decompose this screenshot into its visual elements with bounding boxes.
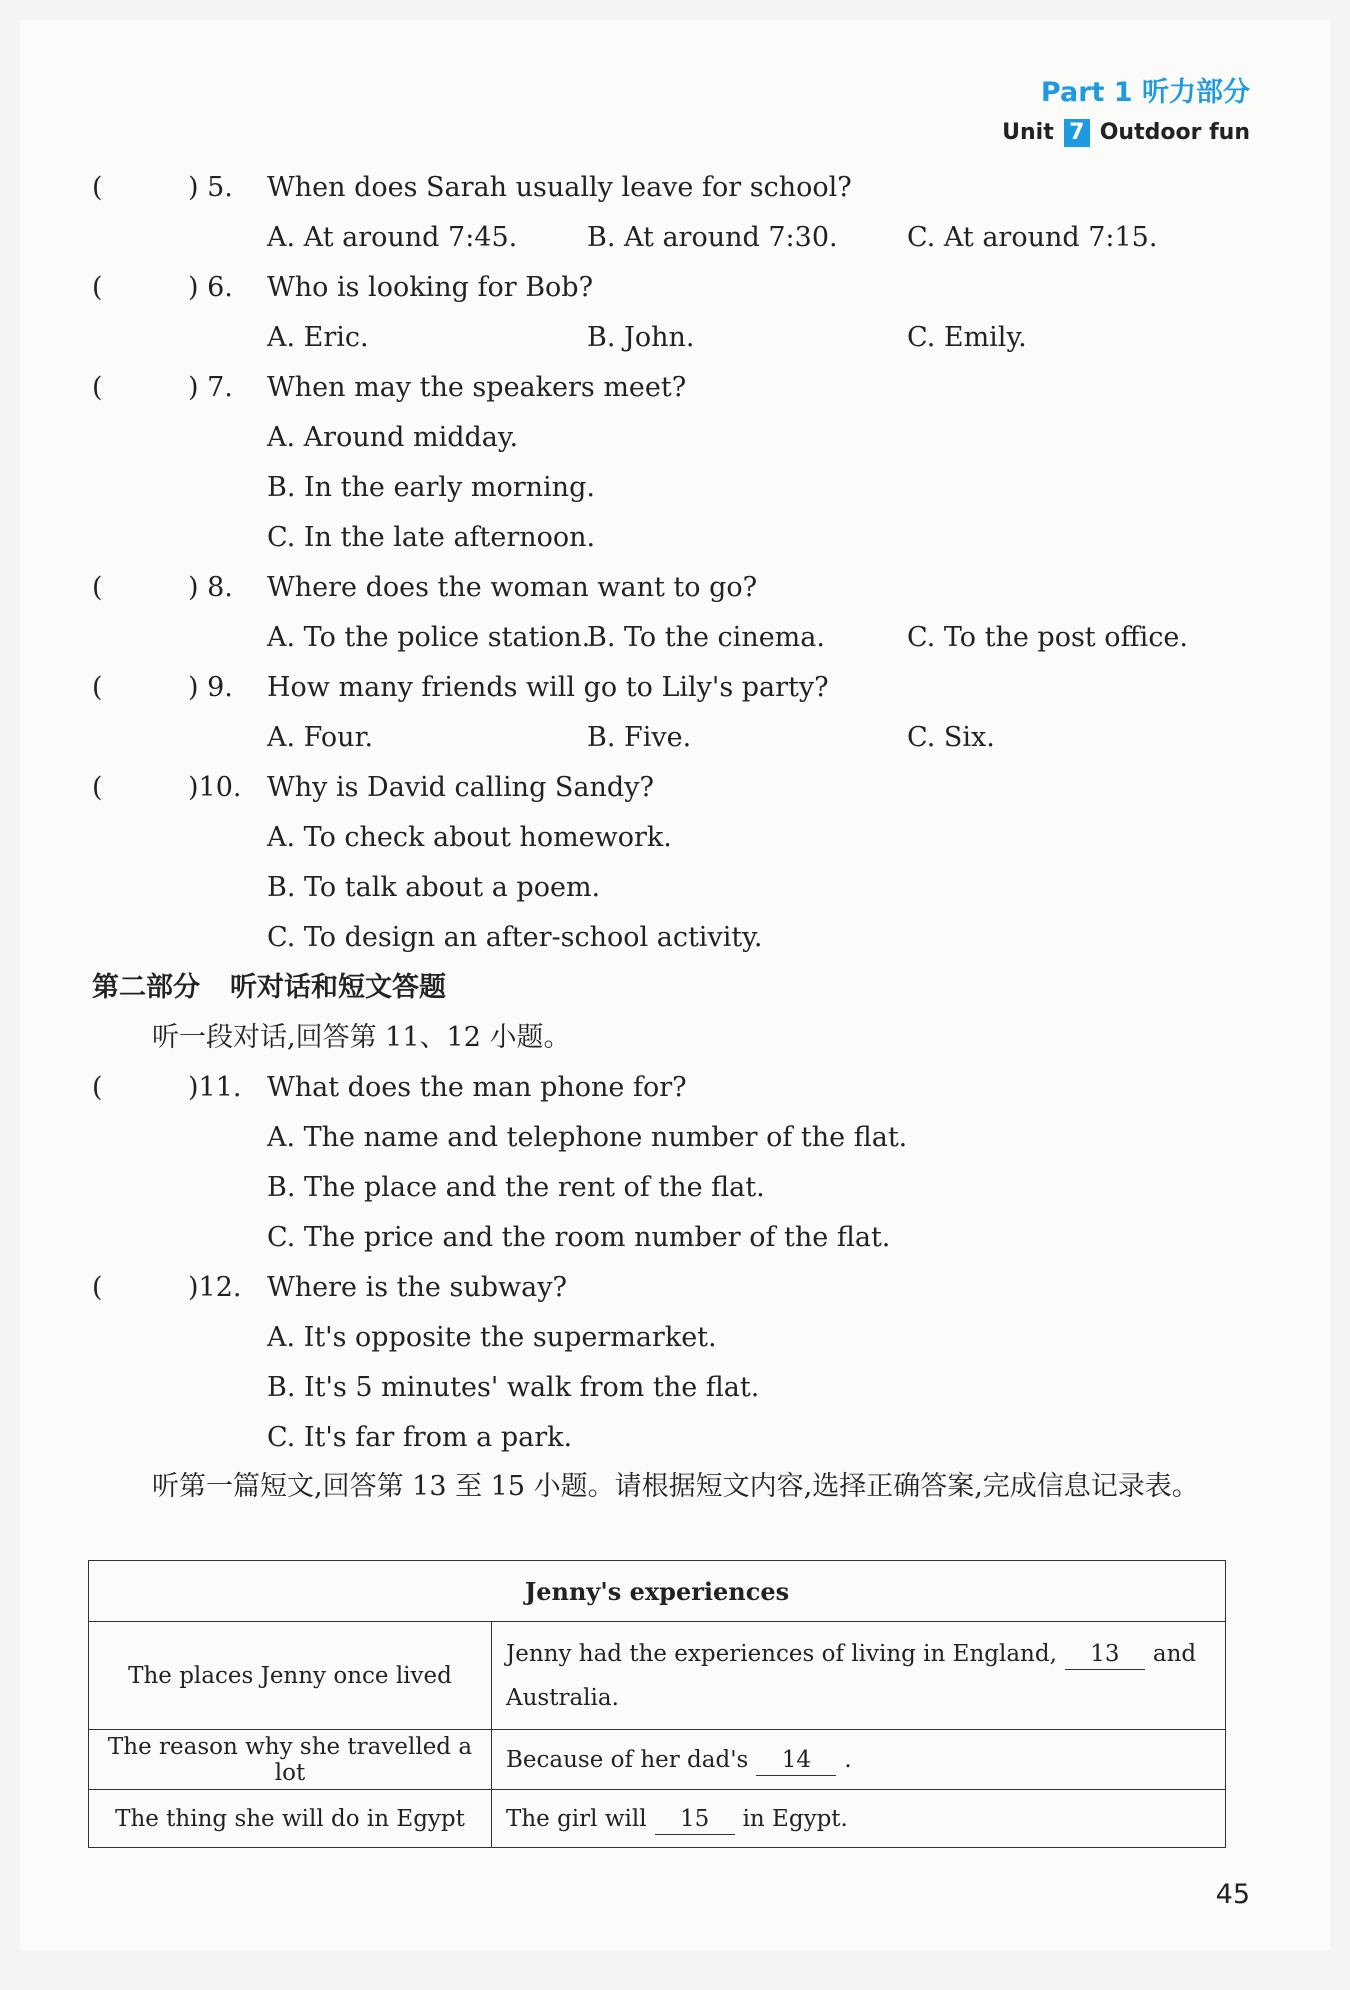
option: B. In the early morning. — [267, 472, 595, 503]
unit-number-badge: 7 — [1064, 119, 1090, 147]
question — [92, 1063, 1262, 1113]
answer-bracket[interactable]: ( — [92, 672, 103, 703]
option: C. At around 7:15. — [907, 222, 1158, 253]
question — [92, 763, 1262, 813]
row-content — [492, 1730, 1226, 1790]
option: A. Around midday. — [267, 422, 519, 453]
table-row — [89, 1622, 1226, 1730]
row-label: The places Jenny once lived — [89, 1622, 492, 1730]
question-text: Where is the subway? — [267, 1272, 567, 1303]
option: B. John. — [587, 322, 695, 353]
question-number: )10. — [188, 772, 242, 803]
row-text: and Australia. — [506, 1640, 1197, 1711]
question-number: ) 9. — [188, 672, 233, 703]
option: C. In the late afternoon. — [267, 522, 596, 553]
row-text: . — [844, 1746, 852, 1773]
option-line — [92, 513, 1262, 563]
question-group-a — [92, 163, 1262, 963]
question-number: ) 6. — [188, 272, 233, 303]
option: B. To talk about a poem. — [267, 872, 601, 903]
content — [92, 163, 1262, 1511]
table-row — [89, 1730, 1226, 1790]
instruction-passage: 听第一篇短文,回答第 13 至 15 小题。请根据短文内容,选择正确答案,完成信息记录表。 — [152, 1471, 1199, 1502]
option-line — [92, 413, 1262, 463]
section-heading — [92, 963, 1262, 1013]
option-line — [92, 813, 1262, 863]
section-subtitle: 听对话和短文答题 — [230, 972, 446, 1003]
row-content — [492, 1790, 1226, 1848]
answer-bracket[interactable]: ( — [92, 572, 103, 603]
option-line — [92, 863, 1262, 913]
page — [20, 20, 1330, 1950]
question-text: Why is David calling Sandy? — [267, 772, 654, 803]
row-text: Jenny had the experiences of living in England, — [506, 1640, 1057, 1667]
row-content — [492, 1622, 1226, 1730]
option: C. Emily. — [907, 322, 1027, 353]
answer-blank-15[interactable]: 15 — [655, 1804, 735, 1835]
table-title: Jenny's experiences — [89, 1561, 1226, 1622]
option: C. To the post office. — [907, 622, 1188, 653]
question-text: Who is looking for Bob? — [267, 272, 594, 303]
option-line — [92, 1313, 1262, 1363]
question — [92, 363, 1262, 413]
table-row — [89, 1790, 1226, 1848]
option: A. It's opposite the supermarket. — [267, 1322, 717, 1353]
row-text: Because of her dad's — [506, 1746, 749, 1773]
option: C. Six. — [907, 722, 995, 753]
question-number: ) 8. — [188, 572, 233, 603]
answer-bracket[interactable]: ( — [92, 772, 103, 803]
question-number: )11. — [188, 1072, 242, 1103]
options-row — [92, 313, 1262, 363]
question-text: When may the speakers meet? — [267, 372, 687, 403]
unit-title: Outdoor fun — [1099, 120, 1250, 145]
option: B. Five. — [587, 722, 692, 753]
option: B. The place and the rent of the flat. — [267, 1172, 765, 1203]
option: C. To design an after-school activity. — [267, 922, 763, 953]
section-title: 第二部分 — [92, 972, 200, 1003]
answer-bracket[interactable]: ( — [92, 372, 103, 403]
option-line — [92, 1213, 1262, 1263]
option: C. It's far from a park. — [267, 1422, 573, 1453]
question — [92, 1263, 1262, 1313]
option: A. To check about homework. — [267, 822, 672, 853]
unit-label: Unit — [1002, 120, 1054, 145]
option: A. At around 7:45. — [267, 222, 518, 253]
question — [92, 263, 1262, 313]
question — [92, 163, 1262, 213]
answer-blank-13[interactable]: 13 — [1065, 1639, 1145, 1670]
question-text: How many friends will go to Lily's party? — [267, 672, 829, 703]
option-line — [92, 463, 1262, 513]
question-text: Where does the woman want to go? — [267, 572, 758, 603]
option-line — [92, 1113, 1262, 1163]
option-line — [92, 1163, 1262, 1213]
option-line — [92, 913, 1262, 963]
option-line — [92, 1413, 1262, 1463]
question-text: When does Sarah usually leave for school? — [267, 172, 852, 203]
option: A. The name and telephone number of the flat. — [267, 1122, 908, 1153]
page-header — [1002, 70, 1250, 147]
info-record-table — [88, 1560, 1226, 1848]
page-number: 45 — [1215, 1879, 1250, 1910]
answer-bracket[interactable]: ( — [92, 1272, 103, 1303]
option: B. To the cinema. — [587, 622, 825, 653]
row-label: The thing she will do in Egypt — [89, 1790, 492, 1848]
question-number: ) 5. — [188, 172, 233, 203]
part-title: Part 1 听力部分 — [1040, 77, 1250, 108]
answer-bracket[interactable]: ( — [92, 1072, 103, 1103]
question-text: What does the man phone for? — [267, 1072, 687, 1103]
options-row — [92, 713, 1262, 763]
answer-bracket[interactable]: ( — [92, 172, 103, 203]
row-text: The girl will — [506, 1805, 647, 1832]
answer-blank-14[interactable]: 14 — [756, 1745, 836, 1776]
option: B. It's 5 minutes' walk from the flat. — [267, 1372, 760, 1403]
option: A. To the police station. — [267, 622, 591, 653]
options-row — [92, 213, 1262, 263]
row-label: The reason why she travelled a lot — [89, 1730, 492, 1790]
question — [92, 563, 1262, 613]
option: C. The price and the room number of the flat. — [267, 1222, 891, 1253]
instruction-dialogue: 听一段对话,回答第 11、12 小题。 — [152, 1022, 571, 1053]
option: A. Four. — [267, 722, 374, 753]
unit-line — [1002, 119, 1250, 147]
question-group-b — [92, 1063, 1262, 1463]
answer-bracket[interactable]: ( — [92, 272, 103, 303]
option: A. Eric. — [267, 322, 369, 353]
question-number: )12. — [188, 1272, 242, 1303]
row-text: in Egypt. — [742, 1805, 848, 1832]
option: B. At around 7:30. — [587, 222, 838, 253]
question-number: ) 7. — [188, 372, 233, 403]
option-line — [92, 1363, 1262, 1413]
question — [92, 663, 1262, 713]
options-row — [92, 613, 1262, 663]
